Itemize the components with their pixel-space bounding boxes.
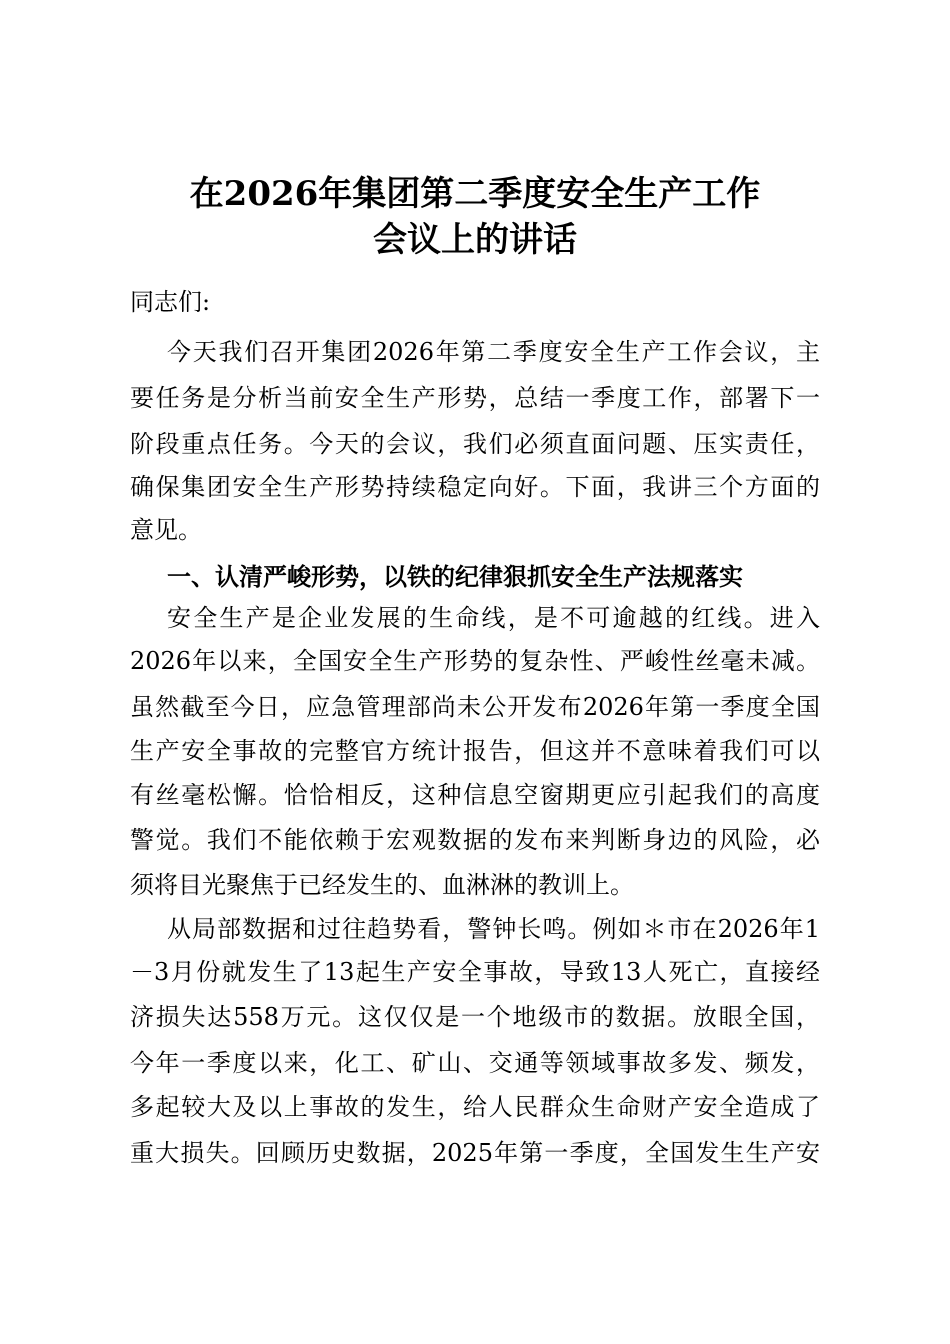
paragraph-line: 从局部数据和过往趋势看，警钟长鸣。例如＊市在2026年1 xyxy=(167,915,820,943)
paragraph-line: 警觉。我们不能依赖于宏观数据的发布来判断身边的风险，必 xyxy=(130,826,820,854)
greeting: 同志们: xyxy=(130,288,211,316)
paragraph-line: 今天我们召开集团2026年第二季度安全生产工作会议，主 xyxy=(167,338,820,366)
paragraph-line: 安全生产是企业发展的生命线，是不可逾越的红线。进入 xyxy=(167,604,820,632)
paragraph-line: 今年一季度以来，化工、矿山、交通等领域事故多发、频发， xyxy=(130,1049,820,1077)
paragraph-line: 须将目光聚焦于已经发生的、血淋淋的教训上。 xyxy=(130,871,634,899)
section-heading: 一、认清严峻形势，以铁的纪律狠抓安全生产法规落实 xyxy=(167,562,743,591)
paragraph-line: 有丝毫松懈。恰恰相反，这种信息空窗期更应引起我们的高度 xyxy=(130,781,820,809)
paragraph-line: 意见。 xyxy=(130,516,202,544)
paragraph-line: 虽然截至今日，应急管理部尚未公开发布2026年第一季度全国 xyxy=(130,693,820,721)
paragraph-line: 重大损失。回顾历史数据，2025年第一季度，全国发生生产安 xyxy=(130,1139,820,1167)
document-title-line-1: 在2026年集团第二季度安全生产工作 xyxy=(189,174,761,214)
paragraph-line: －3月份就发生了13起生产安全事故，导致13人死亡，直接经 xyxy=(130,958,820,986)
paragraph-line: 济损失达558万元。这仅仅是一个地级市的数据。放眼全国， xyxy=(130,1003,820,1031)
paragraph-line: 多起较大及以上事故的发生，给人民群众生命财产安全造成了 xyxy=(130,1093,820,1121)
paragraph-line: 2026年以来，全国安全生产形势的复杂性、严峻性丝毫未减。 xyxy=(130,647,820,675)
paragraph-line: 生产安全事故的完整官方统计报告，但这并不意味着我们可以 xyxy=(130,737,820,765)
paragraph-line: 确保集团安全生产形势持续稳定向好。下面，我讲三个方面的 xyxy=(130,473,820,501)
document-title-line-2: 会议上的讲话 xyxy=(373,220,577,260)
paragraph-line: 要任务是分析当前安全生产形势，总结一季度工作，部署下一 xyxy=(130,384,820,412)
paragraph-line: 阶段重点任务。今天的会议，我们必须直面问题、压实责任， xyxy=(130,430,820,458)
